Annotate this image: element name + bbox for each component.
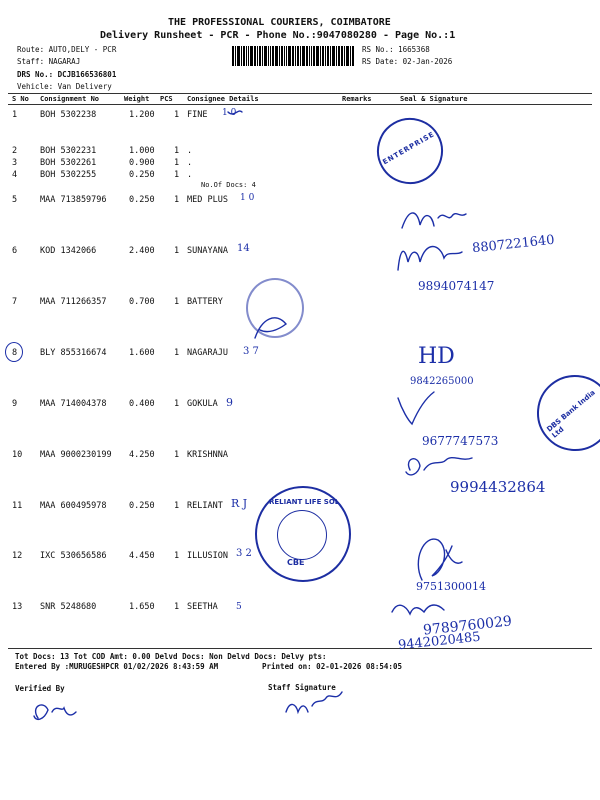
row-1-consignment: BOH 5302238	[40, 110, 97, 120]
row-12-consignee: ILLUSION	[187, 551, 228, 561]
row-11-sno: 11	[12, 501, 23, 511]
row-6-sno: 6	[12, 246, 18, 256]
col-remarks: Remarks	[342, 95, 372, 103]
signature-row-12	[418, 539, 462, 580]
handwritten-mark-row-1: 1 0	[222, 108, 237, 118]
signature-row-13	[392, 605, 444, 614]
company-name: THE PROFESSIONAL COURIERS, COIMBATORE	[168, 17, 391, 28]
handwritten-mark-row-6: 14	[237, 243, 250, 254]
enterprise-stamp-text: ENTERPRISE	[381, 130, 437, 167]
row-8-consignment: BLY 855316674	[40, 348, 107, 358]
row-4-consignment: BOH 5302255	[40, 170, 97, 180]
col-weight: Weight	[124, 95, 150, 103]
row-8-pcs: 1	[174, 348, 180, 358]
row-2-pcs: 1	[174, 146, 180, 156]
row-4-weight: 0.250	[129, 170, 155, 180]
col-sno: S No	[12, 95, 29, 103]
no-of-docs: No.Of Docs: 4	[201, 181, 256, 189]
handwritten-phone-row-13b: 9442020485	[397, 629, 482, 654]
handwritten-mark-row-5: 1 0	[240, 193, 255, 203]
row-8-consignee: NAGARAJU	[187, 348, 228, 358]
row-6-weight: 2.400	[129, 246, 155, 256]
reliant-life-stamp	[255, 486, 351, 582]
staff-text: Staff: NAGARAJ	[17, 57, 81, 66]
row-4-consignee: .	[187, 170, 193, 180]
row-7-consignee: BATTERY	[187, 297, 223, 307]
drs-number: DRS No.: DCJB166536801	[17, 70, 117, 79]
row-9-pcs: 1	[174, 399, 180, 409]
row-7-consignment: MAA 711266357	[40, 297, 107, 307]
signature-row-5	[402, 213, 466, 228]
row-13-pcs: 1	[174, 602, 180, 612]
handwritten-phone-row-13a: 9789760029	[422, 613, 513, 639]
row-4-pcs: 1	[174, 170, 180, 180]
handwritten-phone-row-6a: 8807221640	[471, 232, 556, 257]
handwritten-phone-row-9: 9677747573	[422, 434, 499, 448]
row-6-pcs: 1	[174, 246, 180, 256]
row-1-consignee: FINE	[187, 110, 208, 120]
handwritten-mark-row-8: 3 7	[243, 346, 259, 357]
row-2-consignee: .	[187, 146, 193, 156]
row-1-weight: 1.200	[129, 110, 155, 120]
row-11-weight: 0.250	[129, 501, 155, 511]
row-5-pcs: 1	[174, 195, 180, 205]
signature-row-1-tick	[228, 111, 242, 114]
row-5-sno: 5	[12, 195, 18, 205]
row-13-weight: 1.650	[129, 602, 155, 612]
row-9-consignment: MAA 714004378	[40, 399, 107, 409]
row-5-consignment: MAA 713859796	[40, 195, 107, 205]
row-10-consignment: MAA 9000230199	[40, 450, 112, 460]
runsheet-subtitle: Delivery Runsheet - PCR - Phone No.:9047080280 - Page No.:1	[100, 30, 456, 41]
signature-staff	[286, 692, 342, 712]
col-consignment: Consignment No	[40, 95, 100, 103]
handwritten-phone-row-10: 9994432864	[450, 478, 546, 496]
row-5-weight: 0.250	[129, 195, 155, 205]
rs-number: RS No.: 1665368	[362, 45, 430, 54]
verified-by-label: Verified By	[15, 684, 65, 693]
row-5-consignee: MED PLUS	[187, 195, 228, 205]
signature-row-9	[398, 392, 434, 424]
row-12-weight: 4.450	[129, 551, 155, 561]
rs-date: RS Date: 02-Jan-2026	[362, 57, 453, 66]
handwritten-phone-row-12: 9751300014	[416, 580, 486, 593]
signature-verified-by	[34, 705, 76, 719]
signature-row-6	[398, 247, 462, 271]
row-3-pcs: 1	[174, 158, 180, 168]
row-7-weight: 0.700	[129, 297, 155, 307]
row-3-consignment: BOH 5302261	[40, 158, 97, 168]
row-9-consignee: GOKULA	[187, 399, 218, 409]
handwritten-note-row-8: HD	[418, 344, 455, 369]
handwritten-mark-row-12: 3 2	[236, 548, 252, 559]
row-12-pcs: 1	[174, 551, 180, 561]
row-4-sno: 4	[12, 170, 18, 180]
row-11-consignee: RELIANT	[187, 501, 223, 511]
row-11-pcs: 1	[174, 501, 180, 511]
row-9-sno: 9	[12, 399, 18, 409]
signature-row-10	[406, 458, 472, 475]
faint-seal-row-7	[246, 278, 304, 338]
row-10-weight: 4.250	[129, 450, 155, 460]
route-text: Route: AUTO,DELY - PCR	[17, 45, 117, 54]
row-1-pcs: 1	[174, 110, 180, 120]
row-1-sno: 1	[12, 110, 18, 120]
row-3-consignee: .	[187, 158, 193, 168]
row-3-sno: 3	[12, 158, 18, 168]
col-pcs: PCS	[160, 95, 173, 103]
row-2-weight: 1.000	[129, 146, 155, 156]
dbs-bank-stamp-text: DBS Bank India Ltd	[545, 388, 597, 440]
row-13-consignee: SEETHA	[187, 602, 218, 612]
reliant-stamp-inner-ring	[277, 510, 327, 560]
row-6-consignment: KOD 1342066	[40, 246, 97, 256]
row-8-sno: 8	[12, 348, 18, 358]
row-6-consignee: SUNAYANA	[187, 246, 228, 256]
row-10-consignee: KRISHNNA	[187, 450, 228, 460]
row-12-sno: 12	[12, 551, 23, 561]
reliant-stamp-city: CBE	[287, 558, 305, 567]
row-13-sno: 13	[12, 602, 23, 612]
row-12-consignment: IXC 530656586	[40, 551, 107, 561]
col-consignee: Consignee Details	[187, 95, 259, 103]
col-seal: Seal & Signature	[400, 95, 468, 103]
handwritten-mark-row-13: 5	[236, 602, 242, 612]
handwritten-mark-row-11: R J	[231, 497, 248, 510]
row-2-sno: 2	[12, 146, 18, 156]
handwritten-phone-row-6b: 9894074147	[418, 279, 495, 293]
handwritten-mark-row-9: 9	[226, 396, 233, 409]
row-7-pcs: 1	[174, 297, 180, 307]
row-3-weight: 0.900	[129, 158, 155, 168]
row-10-pcs: 1	[174, 450, 180, 460]
row-8-weight: 1.600	[129, 348, 155, 358]
row-11-consignment: MAA 600495978	[40, 501, 107, 511]
printed-on: Printed on: 02-01-2026 08:54:05	[262, 662, 402, 671]
reliant-stamp-text: RELIANT LIFE SOL	[269, 498, 340, 506]
row-2-consignment: BOH 5302231	[40, 146, 97, 156]
entered-by: Entered By :MURUGESHPCR 01/02/2026 8:43:59 AM	[15, 662, 219, 671]
row-13-consignment: SNR 5248680	[40, 602, 97, 612]
row-10-sno: 10	[12, 450, 23, 460]
row-9-weight: 0.400	[129, 399, 155, 409]
totals-line: Tot Docs: 13 Tot COD Amt: 0.00 Delvd Docs: Non Delvd Docs: Delvy pts:	[15, 652, 327, 661]
handwritten-phone-row-8: 9842265000	[410, 376, 474, 387]
row-7-sno: 7	[12, 297, 18, 307]
vehicle-text: Vehicle: Van Delivery	[17, 82, 112, 91]
staff-signature-label: Staff Signature	[268, 683, 336, 692]
